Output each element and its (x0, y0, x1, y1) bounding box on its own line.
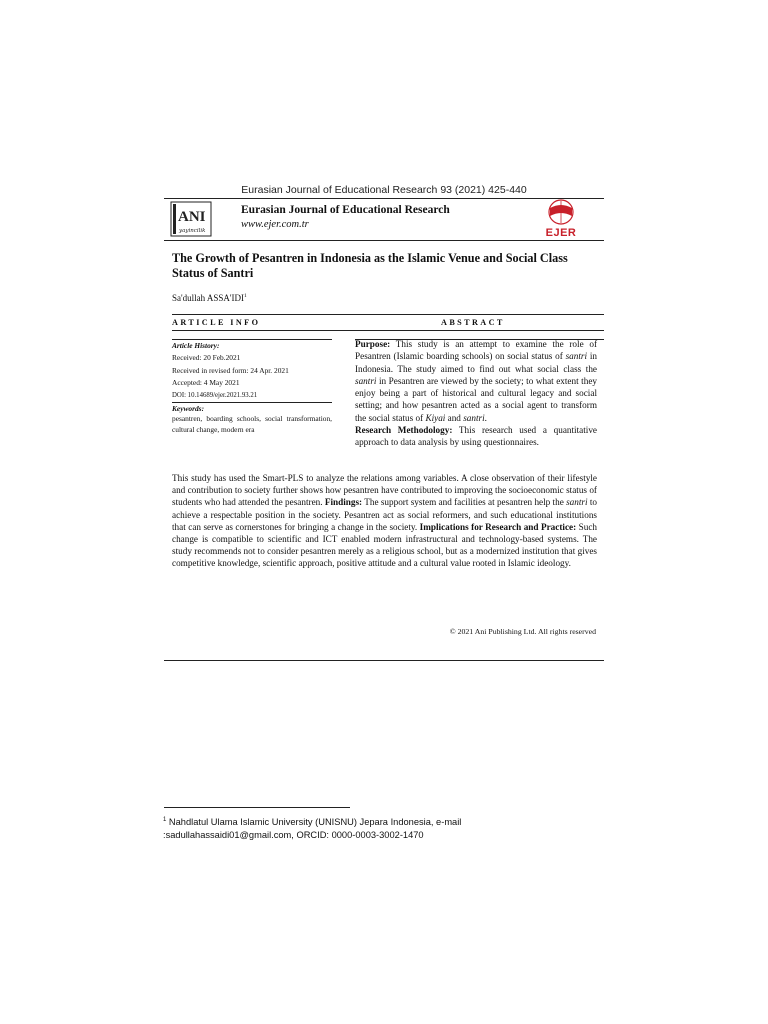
article-info-box (172, 340, 332, 435)
footnote-affiliation: Nahdlatul Ulama Islamic University (UNISNU) Jepara Indonesia, e-mail (166, 817, 462, 828)
santri-term: santri (566, 497, 588, 508)
revised-date: Received in revised form: 24 Apr. 2021 (172, 365, 289, 375)
ani-logo-subtext: yayincilik (179, 228, 206, 234)
copyright-notice: © 2021 Ani Publishing Ltd. All rights reserved (449, 627, 596, 636)
keywords-label: Keywords: (172, 404, 205, 414)
santri-term: santri (355, 375, 377, 386)
keywords-rule (172, 402, 332, 403)
purpose-label: Purpose: (355, 339, 391, 349)
section-rule-bottom (172, 330, 604, 331)
header-rule-bottom (164, 240, 604, 241)
footnote-separator (164, 807, 350, 808)
article-history-label: Article History: (172, 341, 220, 350)
received-date: Received: 20 Feb.2021 (172, 353, 241, 363)
ani-publishing-logo (170, 201, 212, 237)
methodology-label: Research Methodology: (355, 425, 453, 436)
findings-text-2: to achieve a respectable position in the society. Pesantren act as social reformers, and such educational institutions that can serve as cornerstones for bringing a change in the society. (172, 497, 597, 532)
abstract-purpose (355, 338, 597, 449)
footnote-contact: :sadullahassaidi01@gmail.com, ORCID: 0000-0003-3002-1470 (163, 829, 424, 840)
abstract-continued (172, 472, 597, 570)
keywords: pesantren, boarding schools, social transformation, cultural change, modern era (172, 414, 332, 435)
santri-term: santri (565, 351, 588, 362)
ejer-logo (535, 198, 587, 238)
santri-term: santri (463, 412, 485, 423)
and-word: and (445, 412, 464, 423)
implications-label: Implications for Research and Practice: (419, 521, 577, 532)
implications-text: Such change is compatible to scientific and ICT enabled modern infrastructural and technology-based systems. The study recommends not to consider pesantren merely as a religious school, but as a modernized institution that gives competitive knowledge, scientific approach, positive attitude and a cultural value rooted in Islamic ideology. (172, 521, 598, 569)
author-footnote-mark: 1 (244, 293, 247, 299)
findings-text-1: The support system and facilities at pesantren help the (362, 497, 567, 508)
abstract-heading: ABSTRACT (441, 318, 505, 327)
purpose-text-1: This study is an attempt to examine the role of Pesantren (Islamic boarding schools) on social status of (355, 339, 597, 362)
ejer-logo-text: EJER (545, 227, 577, 238)
methodology-text: This research used a quantitative approach to data analysis by using questionnaires. (355, 425, 598, 448)
footnote-mark: 1 (163, 817, 167, 823)
running-header: Eurasian Journal of Educational Research 93 (2021) 425-440 (241, 184, 527, 196)
article-info-heading: ARTICLE INFO (172, 318, 261, 327)
journal-name: Eurasian Journal of Educational Research (241, 204, 450, 216)
methodology-text-continued: This study has used the Smart-PLS to analyze the relations among variables. A close observation of their lifestyle and contribution to society further shows how pesantren have contributed to improving the socioeconomic status of students who had attended the pesantren. (172, 473, 597, 508)
purpose-text-2: in Indonesia. The study aimed to find out what social class the (355, 351, 597, 374)
findings-label: Findings: (324, 497, 363, 508)
section-rule-top (172, 314, 604, 315)
author-name: Sa'dullah ASSA'IDI (172, 293, 244, 303)
doi: DOI: 10.14689/ejer.2021.93.21 (172, 391, 258, 399)
author (172, 293, 247, 303)
article-end-rule (164, 660, 604, 661)
kiyai-term: Kiyai (425, 412, 446, 423)
ani-logo-text: ANI (178, 209, 206, 225)
purpose-text-3: in Pesantren are viewed by the society; to what extent they enjoy being a part of historical and cultural legacy and social setting; and how pesantren acted as a social agent to transform the social status of (355, 375, 597, 423)
purpose-end: . (484, 412, 487, 423)
accepted-date: Accepted: 4 May 2021 (172, 378, 240, 388)
journal-url: www.ejer.com.tr (241, 219, 309, 230)
author-footnote (163, 814, 593, 841)
article-title: The Growth of Pesantren in Indonesia as the Islamic Venue and Social Class Status of Santri (172, 251, 568, 280)
